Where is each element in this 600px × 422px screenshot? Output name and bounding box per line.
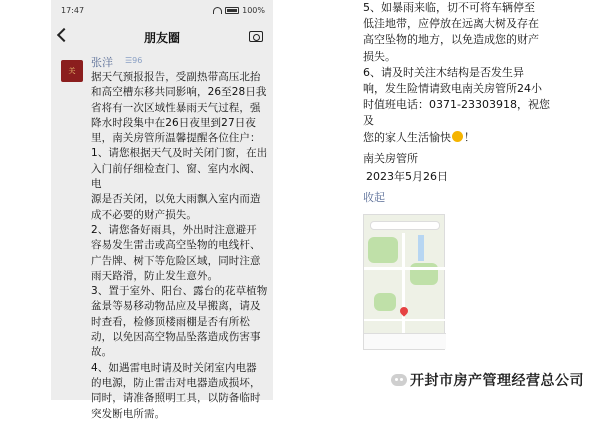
post-line-text: 损失。 [363,49,396,63]
map-road [364,267,446,270]
status-time: 17:47 [61,5,85,15]
post-line [363,0,553,16]
post-line: 入门前仔细检查门、窗、室内水阀、电 [91,162,261,191]
post-line [363,16,553,32]
post-body-continued [363,0,553,146]
wifi-icon [213,7,222,14]
post-line-text: 高空坠物的地方，以免造成您的财产 [363,33,539,47]
post-line-text: 时值班电话：0371-23303918，祝您及 [363,98,550,128]
post-line: 动，以免因高空物品坠落造成伤害事 [91,331,261,344]
map-road [402,233,405,333]
post-line-text: 您的家人生活愉快 [363,130,451,144]
status-icons [213,6,265,15]
post-line: 降水时段集中在26日夜里到27日夜 [91,116,256,129]
map-bottom-bar [364,333,446,349]
watermark [391,370,584,390]
map-park-area [368,237,398,263]
post-line: 3、置于室外、阳台、露台的花草植物 [91,285,268,298]
sun-emoji-icon [452,131,463,142]
battery-icon [225,7,239,14]
post-line: 的电源，防止雷击对电器造成损坏， [91,376,261,389]
post-line [363,81,553,97]
page-title: 朋友圈 [143,30,180,45]
wechat-logo-icon [391,374,407,386]
post-line [363,130,553,146]
author-name[interactable]: 张洋 [91,56,113,69]
wechat-moments-screenshot-left [51,0,273,420]
map-park-area [374,293,396,311]
map-thumbnail-image[interactable] [363,214,445,350]
wechat-moments-screenshot-right [338,0,560,400]
post-body [91,70,269,422]
post-line: 里，南关房管所温馨提醒各位住户： [91,132,261,145]
map-search-bar [370,221,440,230]
post-line: 省将有一次区域性暴雨天气过程，强 [91,101,261,114]
camera-icon[interactable] [249,31,263,42]
watermark-text: 开封市房产管理经营总公司 [410,373,584,389]
battery-level: 100% [242,5,265,15]
post-line [363,97,553,129]
post-line: 据天气预报报告，受副热带高压北抬 [91,71,261,83]
map-road [364,319,446,321]
post-line-text: 6、请及时关注木结构是否发生异 [363,65,524,79]
status-bar [51,0,273,20]
nav-bar [51,20,273,54]
post-line: 突发断电所需。 [91,407,166,420]
post-line: 广告牌、树下等危险区域，同时注意 [91,254,261,267]
post-line [363,65,553,81]
post-line: 源是否关闭，以免大雨飘入室内而造 [91,193,261,206]
post-line: 4、如遇雷电时请及时关闭室内电器 [91,361,257,374]
post-line-end: ！ [464,130,475,144]
post-line: 2、请您备好雨具，外出时注意避开 [91,223,257,236]
map-water [418,235,424,261]
post-date: 2023年5月26日 [366,170,448,183]
post-line-text: 5、如暴雨来临，切不可将车辆停至 [363,1,535,14]
post-line: 容易发生雷击或高空坠物的电线杆、 [91,239,261,252]
post-line: 故。 [91,346,113,359]
map-pin-icon [398,305,409,316]
post-line [363,49,553,65]
post-line: 同时，请准备照明工具，以防备临时 [91,392,261,405]
post-line: 和高空槽东移共同影响，26至28日我 [91,86,267,99]
post-line: 1、请您根据天气及时关闭门窗，在出 [91,147,268,160]
post-line: 雨天路滑，防止发生意外。 [91,269,219,282]
post-line: 盆景等易移动物品应及早搬离，请及 [91,300,261,313]
post-line-text: 响，发生险情请致电南关房管所24小 [363,82,542,96]
collapse-link[interactable]: 收起 [363,191,385,204]
back-chevron-icon[interactable] [57,28,71,42]
author-badge: ☰96 [125,56,143,65]
post-line [363,32,553,48]
post-line: 成不必要的财产损失。 [91,208,197,221]
post-line: 时查看，检修顶楼雨棚是否有所松 [91,315,250,328]
post-line-text: 低洼地带，应停放在远离大树及存在 [363,17,539,31]
post-signature: 南关房管所 [363,152,418,165]
avatar[interactable]: 关 [61,60,83,82]
